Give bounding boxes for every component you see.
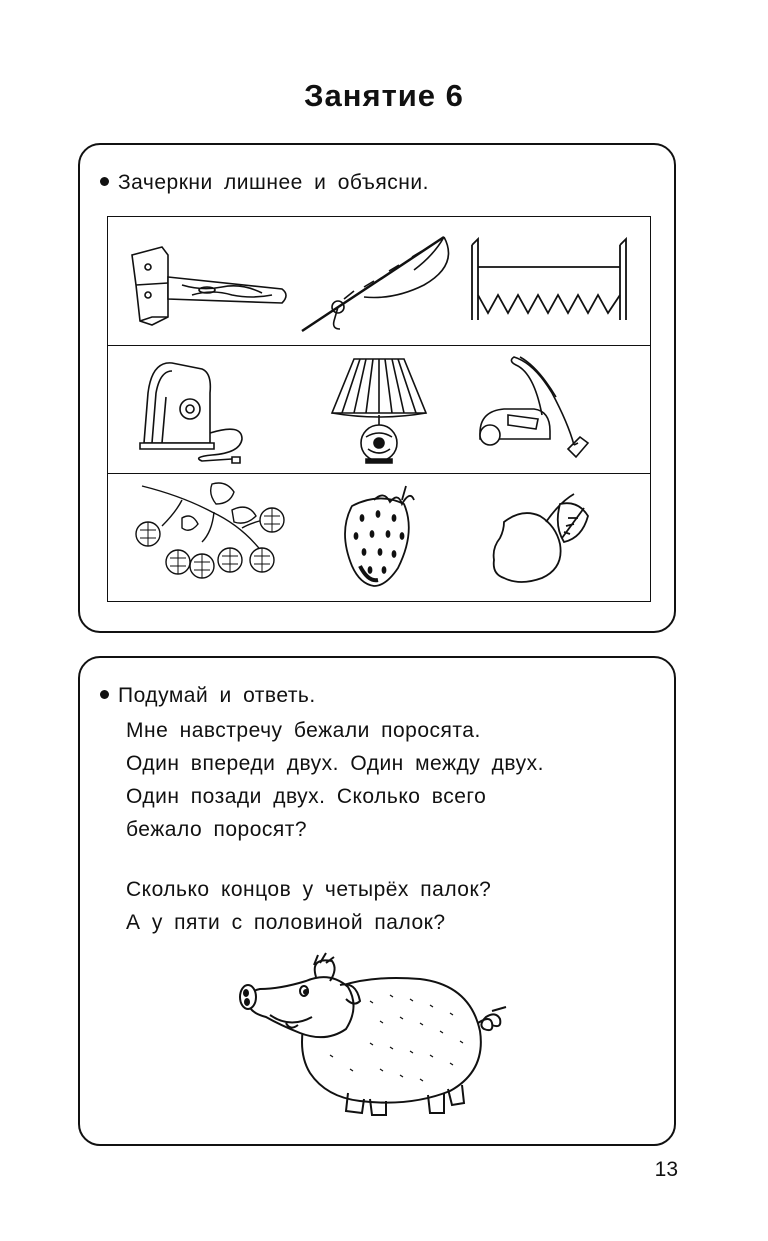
page-title: Занятие 6 (304, 78, 464, 113)
instruction-text: Зачеркни лишнее и объясни. (118, 171, 429, 194)
exercise-odd-one-out (78, 143, 676, 633)
instruction-line (100, 684, 316, 708)
riddle-1-line: Один позади двух. Сколько всего (126, 785, 487, 808)
fishing-rod-icon[interactable] (294, 225, 464, 337)
vacuum-cleaner-icon[interactable] (464, 353, 634, 465)
hammer-icon[interactable] (122, 225, 292, 337)
riddle-1-line: Один впереди двух. Один между двух. (126, 752, 544, 775)
lamp-icon[interactable] (294, 353, 464, 465)
picture-row-2 (108, 345, 650, 474)
saw-icon[interactable] (464, 225, 634, 337)
page-number: 13 (654, 1158, 678, 1181)
pear-icon[interactable] (464, 482, 634, 594)
bullet-icon (100, 177, 109, 186)
raspberry-branch-icon[interactable] (122, 482, 292, 594)
iron-icon[interactable] (122, 353, 292, 465)
strawberry-icon[interactable] (294, 482, 464, 594)
instruction-line (100, 171, 429, 195)
riddle-2-line: Сколько концов у четырёх палок? (126, 878, 492, 901)
picture-row-3 (108, 474, 650, 602)
pig-icon (230, 951, 510, 1121)
riddle-text (126, 714, 544, 939)
riddle-1-line: бежало поросят? (126, 818, 308, 841)
riddle-1-line: Мне навстречу бежали поросята. (126, 719, 481, 742)
riddle-2-line: А у пяти с половиной палок? (126, 911, 446, 934)
bullet-icon (100, 690, 109, 699)
exercise-riddles (78, 656, 676, 1146)
instruction-text: Подумай и ответь. (118, 684, 316, 707)
picture-row-1 (108, 217, 650, 346)
picture-grid (107, 216, 651, 602)
